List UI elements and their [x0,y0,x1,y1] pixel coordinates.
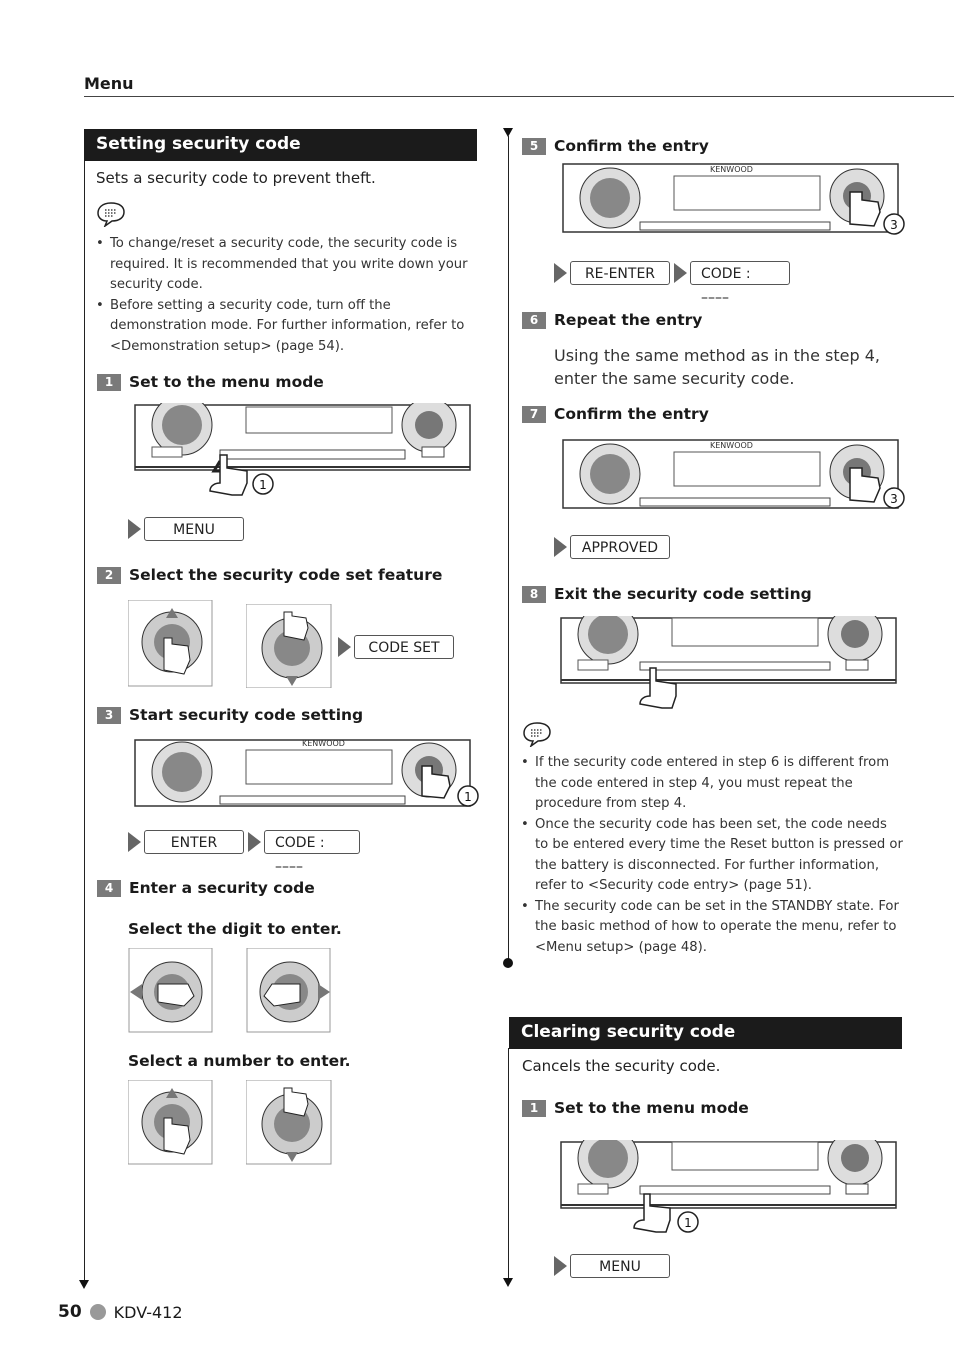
page-number: 50 [58,1302,82,1322]
play-arrow-icon [248,832,261,852]
device-illustration-clear [558,1140,903,1235]
step-3-heading [97,706,363,724]
step-title: Set to the menu mode [554,1099,749,1117]
note-item: • The security code can be set in the STANDBY state. For the basic method of how to operate the menu, refer to <Menu setup> (page 48). [521,897,903,959]
display-sequence-clear [554,1254,674,1278]
right-flow-arrow-bottom [503,1278,513,1287]
display-box: MENU [570,1254,670,1278]
display-box: APPROVED [570,535,670,559]
knob-illustration-left [128,948,213,1034]
step-number: 6 [522,312,546,329]
brand-logo: KENWOOD [302,739,345,748]
step-number: 5 [522,138,546,155]
step-5-heading [522,137,709,155]
step-marker: 3 [890,492,898,506]
step-number: 4 [97,880,121,897]
notes-list-right [521,753,903,958]
device-illustration-step7 [560,438,910,516]
step-4-heading [97,879,315,897]
step-title: Repeat the entry [554,311,703,329]
note-icon [522,721,552,747]
section-title-setting: Setting security code [84,129,477,161]
step-marker: 1 [684,1216,692,1230]
display-box: CODE SET [354,635,454,659]
step-7-heading [522,405,709,423]
footer-dot-icon [90,1304,106,1320]
play-arrow-icon [674,263,687,283]
step-title: Start security code setting [129,706,364,724]
left-flow-arrow [79,1280,89,1289]
right-flow-line-2 [508,1048,509,1278]
display-box: MENU [144,517,244,541]
left-flow-line [84,161,85,1281]
step-number: 7 [522,406,546,423]
brand-logo: KENWOOD [710,165,753,174]
step-4-sub-digit: Select the digit to enter. [128,920,342,938]
knob-illustration-up-2 [128,1080,213,1166]
step-number: 3 [97,707,121,724]
note-item: • To change/reset a security code, the security code is required. It is recommended that you write down your security code. [96,234,481,296]
section-title-clearing: Clearing security code [509,1017,902,1049]
knob-illustration-up [128,600,213,690]
step-6-body: Using the same method as in the step 4, enter the same security code. [554,346,880,388]
display-box: CODE : –––– [690,261,790,285]
notes-list-left [96,234,481,357]
play-arrow-icon [338,637,351,657]
header-rule [84,96,954,97]
display-sequence-step3 [128,830,364,875]
step-marker: 1 [259,478,267,492]
display-sequence-step2 [338,635,458,659]
play-arrow-icon [554,1256,567,1276]
step-marker: 3 [890,218,898,232]
step-title: Confirm the entry [554,137,709,155]
play-arrow-icon [554,263,567,283]
step-8-heading [522,585,812,603]
note-item: • Before setting a security code, turn off the demonstration mode. For further information, refer to <Demonstration setup> (page 54). [96,296,481,358]
step-title: Set to the menu mode [129,373,324,391]
device-illustration-step1 [132,403,477,498]
step-number: 8 [522,586,546,603]
play-arrow-icon [554,537,567,557]
step-title: Enter a security code [129,879,315,897]
step-number: 1 [97,374,121,391]
play-arrow-icon [128,832,141,852]
note-item: • If the security code entered in step 6 is different from the code entered in step 4, you must repeat the procedure from step 4. [521,753,903,815]
step-4-sub-number: Select a number to enter. [128,1052,351,1070]
display-sequence-step7 [554,535,674,559]
step-6-heading [522,311,702,329]
display-box: CODE : –––– [264,830,360,854]
section-subtitle-clearing: Cancels the security code. [522,1057,721,1075]
brand-logo: KENWOOD [710,441,753,450]
display-sequence-step5 [554,261,794,306]
knob-illustration-down-2 [246,1080,332,1166]
page-footer [58,1302,183,1322]
note-item: • Once the security code has been set, the code needs to be entered every time the Reset button is pressed or the battery is disconnected. For further information, refer to <Security code entry> (page 51). [521,815,903,897]
display-sequence-step1 [128,517,248,541]
device-illustration-step5 [560,162,910,240]
right-flow-line [508,136,509,962]
step-number: 2 [97,567,121,584]
right-flow-end-dot [503,958,513,968]
section-subtitle-setting: Sets a security code to prevent theft. [96,169,376,187]
device-illustration-step8 [558,616,903,711]
clear-step-1-heading [522,1099,749,1117]
step-title: Select the security code set feature [129,566,443,584]
step-title: Confirm the entry [554,405,709,423]
step-marker: 1 [464,790,472,804]
step-number: 1 [522,1100,546,1117]
step-title: Exit the security code setting [554,585,812,603]
knob-illustration-right [246,948,332,1034]
step-1-heading [97,373,324,391]
step-2-heading [97,566,442,584]
note-icon [96,201,126,227]
display-box: RE-ENTER [570,261,670,285]
section-header: Menu [84,74,134,93]
display-box: ENTER [144,830,244,854]
model-name: KDV-412 [113,1302,183,1322]
device-illustration-step3 [132,738,482,813]
play-arrow-icon [128,519,141,539]
knob-illustration-down [246,604,332,688]
